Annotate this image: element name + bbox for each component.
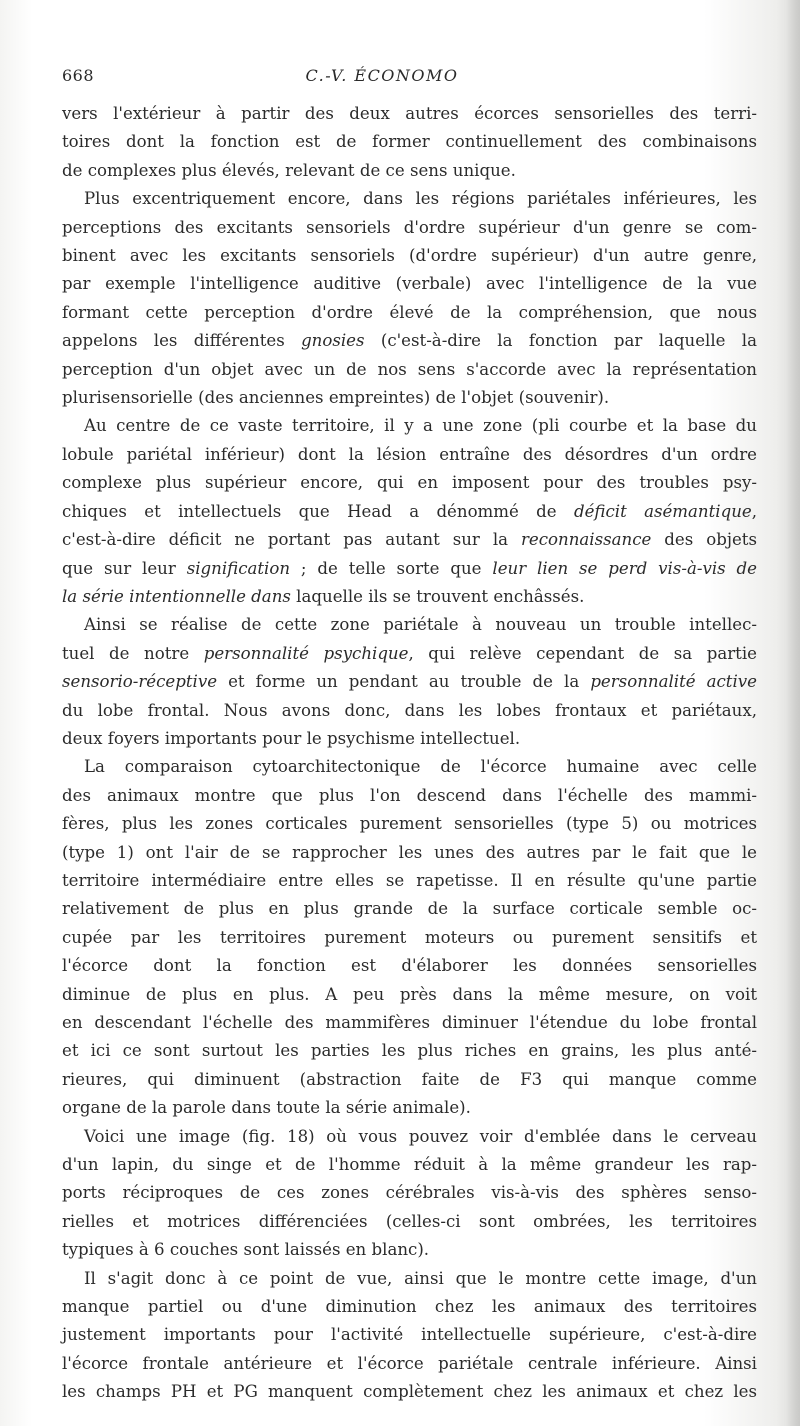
text-line: c'est-à-dire déficit ne portant pas autant sur la reconnaissance des objets [62, 530, 757, 550]
text-line: organe de la parole dans toute la série animale). [62, 1098, 471, 1118]
text-line: perception d'un objet avec un de nos sens s'accorde avec la représentation [62, 359, 757, 379]
text-line: formant cette perception d'ordre élevé de la compréhension, que nous [62, 302, 757, 322]
text-line: l'écorce dont la fonction est d'élaborer les données sensorielles [62, 956, 757, 976]
scan-edge-shadow [786, 0, 800, 1426]
paragraph [62, 412, 757, 611]
running-head: C.-V. ÉCONOMO [305, 66, 459, 85]
paragraph [62, 1123, 757, 1265]
text-line: territoire intermédiaire entre elles se rapetisse. Il en résulte qu'une partie [62, 870, 757, 890]
text-line: tuel de notre personnalité psychique, qui relève cependant de sa partie [62, 643, 757, 663]
text-line: l'écorce frontale antérieure et l'écorce pariétale centrale inférieure. Ainsi [62, 1353, 757, 1373]
text-line: appelons les différentes gnosies (c'est-à-dire la fonction par laquelle la [62, 331, 757, 351]
text-line: diminue de plus en plus. A peu près dans la même mesure, on voit [62, 984, 757, 1004]
text-line: justement importants pour l'activité intellectuelle supérieure, c'est-à-dire [62, 1325, 757, 1345]
text-line: Plus excentriquement encore, dans les régions pariétales inférieures, les [84, 189, 757, 209]
text-line: La comparaison cytoarchitectonique de l'écorce humaine avec celle [84, 757, 757, 777]
text-line: perceptions des excitants sensoriels d'ordre supérieur d'un genre se com- [62, 217, 757, 237]
text-line: la série intentionnelle dans laquelle ils se trouvent enchâssés. [62, 586, 585, 606]
text-line: plurisensorielle (des anciennes empreintes) de l'objet (souvenir). [62, 388, 610, 408]
body-text [62, 100, 757, 1407]
text-line: les champs PH et PG manquent complètement chez les animaux et chez les [62, 1382, 757, 1402]
text-line: rielles et motrices différenciées (celles-ci sont ombrées, les territoires [62, 1211, 757, 1231]
paragraph [62, 753, 757, 1122]
text-line: toires dont la fonction est de former continuellement des combinaisons [62, 132, 757, 152]
text-line: rieures, qui diminuent (abstraction faite de F3 qui manque comme [62, 1069, 757, 1089]
text-line: binent avec les excitants sensoriels (d'ordre supérieur) d'un autre genre, [62, 246, 757, 266]
text-line: typiques à 6 couches sont laissés en blanc). [62, 1240, 430, 1260]
italic-term: signification [186, 558, 291, 578]
text-line: lobule pariétal inférieur) dont la lésion entraîne des désordres d'un ordre [62, 444, 757, 464]
text-line: du lobe frontal. Nous avons donc, dans les lobes frontaux et pariétaux, [62, 700, 757, 720]
text-line: sensorio-réceptive et forme un pendant au trouble de la personnalité active [62, 672, 757, 692]
paragraph [62, 611, 757, 753]
italic-term: leur lien se perd vis-à-vis de [492, 558, 757, 578]
text-line: que sur leur signification ; de telle sorte que leur lien se perd vis-à-vis de [62, 558, 757, 578]
page-header [62, 66, 702, 92]
text-line: des animaux montre que plus l'on descend dans l'échelle des mammi- [62, 785, 757, 805]
text-line: Ainsi se réalise de cette zone pariétale à nouveau un trouble intellec- [84, 615, 757, 635]
text-line: par exemple l'intelligence auditive (verbale) avec l'intelligence de la vue [62, 274, 757, 294]
text-line: vers l'extérieur à partir des deux autres écorces sensorielles des terri- [62, 104, 757, 123]
italic-term: déficit asémantique [573, 501, 752, 521]
text-line: relativement de plus en plus grande de la surface corticale semble oc- [62, 899, 757, 919]
paragraph [62, 1265, 757, 1407]
text-line: chiques et intellectuels que Head a dénommé de déficit asémantique, [62, 501, 757, 521]
text-line: manque partiel ou d'une diminution chez les animaux des territoires [62, 1297, 757, 1317]
text-line: Voici une image (fig. 18) où vous pouvez voir d'emblée dans le cerveau [84, 1126, 757, 1146]
text-line: et ici ce sont surtout les parties les plus riches en grains, les plus anté- [62, 1041, 757, 1061]
text-line: ports réciproques de ces zones cérébrales vis-à-vis des sphères senso- [62, 1183, 757, 1203]
text-line: complexe plus supérieur encore, qui en imposent pour des troubles psy- [62, 473, 757, 493]
text-line: cupée par les territoires purement moteurs ou purement sensitifs et [62, 927, 757, 947]
text-line: deux foyers importants pour le psychisme intellectuel. [62, 728, 521, 748]
paragraph [62, 185, 757, 412]
italic-term: gnosies [301, 331, 365, 351]
italic-term: personnalité active [590, 672, 757, 692]
paragraph [62, 100, 757, 185]
italic-term: sensorio-réceptive [62, 672, 218, 692]
text-line: Au centre de ce vaste territoire, il y a une zone (pli courbe et la base du [84, 416, 757, 436]
text-line: fères, plus les zones corticales purement sensorielles (type 5) ou motrices [62, 814, 757, 834]
text-line: d'un lapin, du singe et de l'homme réduit à la même grandeur les rap- [62, 1155, 757, 1175]
page-number: 668 [62, 66, 95, 85]
text-line: (type 1) ont l'air de se rapprocher les unes des autres par le fait que le [62, 842, 757, 862]
italic-term: reconnaissance [520, 530, 652, 550]
text-line: de complexes plus élevés, relevant de ce sens unique. [62, 160, 516, 180]
text-line: en descendant l'échelle des mammifères diminuer l'étendue du lobe frontal [62, 1013, 757, 1032]
italic-term: la série intentionnelle dans [62, 586, 291, 606]
text-line: Il s'agit donc à ce point de vue, ainsi que le montre cette image, d'un [84, 1268, 757, 1288]
italic-term: personnalité psychique [203, 643, 409, 663]
